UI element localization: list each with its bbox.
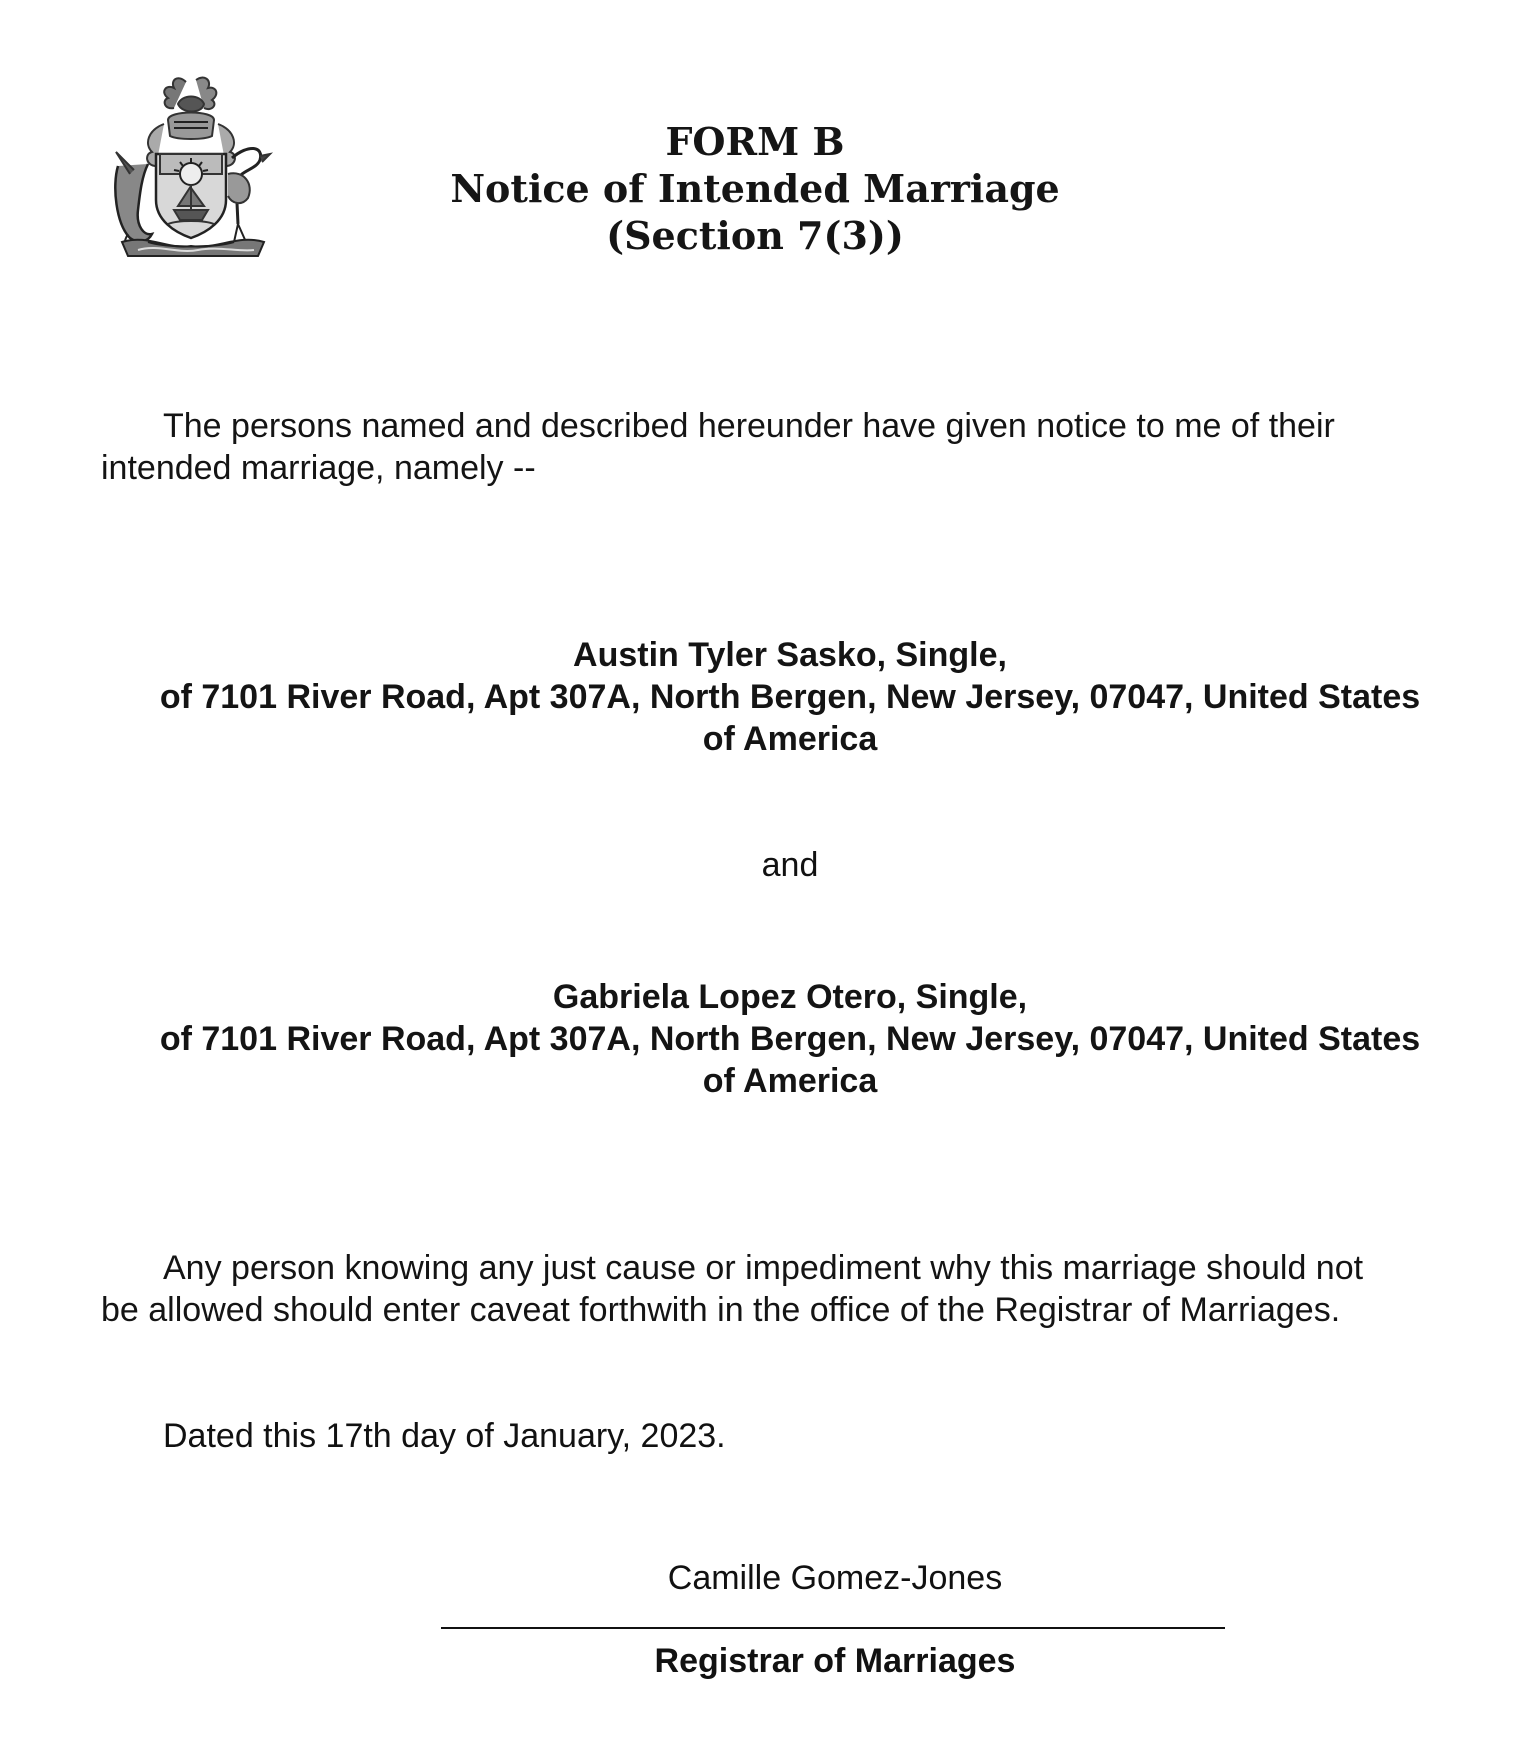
form-title: Notice of Intended Marriage: [450, 166, 1060, 211]
caveat-line-2: be allowed should enter caveat forthwith in the office of the Registrar of Marriages.: [101, 1291, 1341, 1329]
form-section: (Section 7(3)): [606, 213, 904, 258]
signature-line: [441, 1627, 1225, 1629]
caveat-paragraph: [101, 1247, 1481, 1331]
intro-paragraph: [101, 405, 1481, 489]
party-1-name: Austin Tyler Sasko, Single,: [573, 636, 1007, 674]
signer-name: Camille Gomez-Jones: [667, 1559, 1003, 1597]
signer-title: Registrar of Marriages: [654, 1642, 1016, 1680]
dated-line: Dated this 17th day of January, 2023.: [163, 1417, 726, 1455]
intro-line-1: The persons named and described hereunder have given notice to me of their: [163, 407, 1335, 445]
conjunction-text: and: [761, 846, 819, 884]
coat-of-arms-icon: [108, 74, 274, 260]
form-header: [400, 118, 1110, 259]
party-2-address-line-2: of America: [702, 1062, 878, 1100]
party-2-address-line-1: of 7101 River Road, Apt 307A, North Bergen, New Jersey, 07047, United States: [159, 1020, 1421, 1058]
intro-line-2: intended marriage, namely --: [101, 449, 536, 487]
party-1-address-line-2: of America: [702, 720, 878, 758]
party-2-block: [90, 976, 1490, 1102]
party-1-block: [90, 634, 1490, 760]
party-2-name: Gabriela Lopez Otero, Single,: [552, 978, 1028, 1016]
form-label: FORM B: [665, 119, 845, 164]
party-1-address-line-1: of 7101 River Road, Apt 307A, North Bergen, New Jersey, 07047, United States: [159, 678, 1421, 716]
caveat-line-1: Any person knowing any just cause or impediment why this marriage should not: [163, 1249, 1364, 1287]
